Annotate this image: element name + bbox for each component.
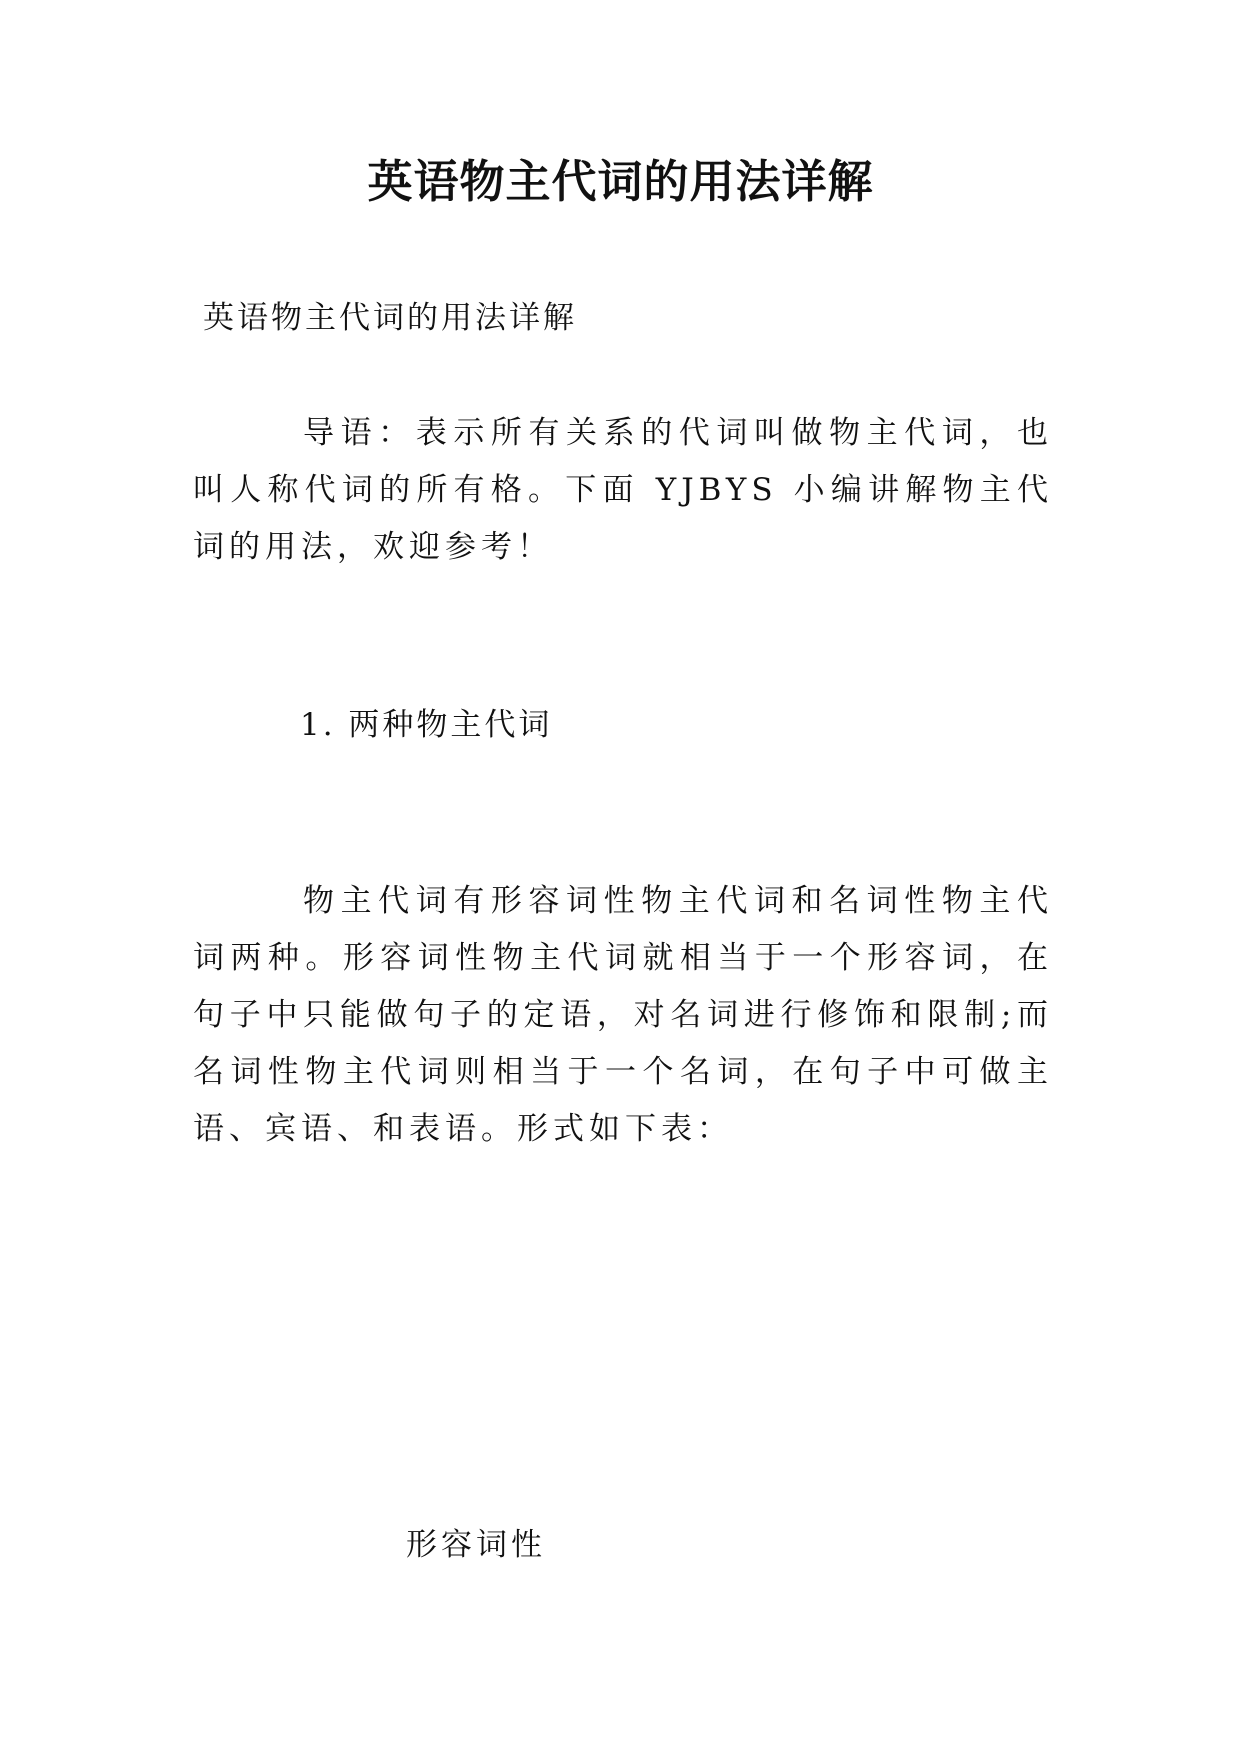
table-cell-label: 形容词性 [406, 1527, 546, 1563]
document-title: 英语物主代词的用法详解 [367, 155, 874, 208]
document-subtitle: 英语物主代词的用法详解 [203, 300, 577, 336]
section-heading: 1. 两种物主代词 [300, 707, 553, 743]
section-body-paragraph: 物主代词有形容词性物主代词和名词性物主代词两种。形容词性物主代词就相当于一个形容词，在句子中只能做句子的定语，对名词进行修饰和限制;而名词性物主代词则相当于一个名词，在句子中可做主语、宾语、和表语。形式如下表： [193, 883, 1053, 1147]
intro-paragraph: 导语：表示所有关系的代词叫做物主代词，也叫人称代词的所有格。下面 YJBYS 小编讲解物主代词的用法，欢迎参考！ [193, 415, 1053, 565]
